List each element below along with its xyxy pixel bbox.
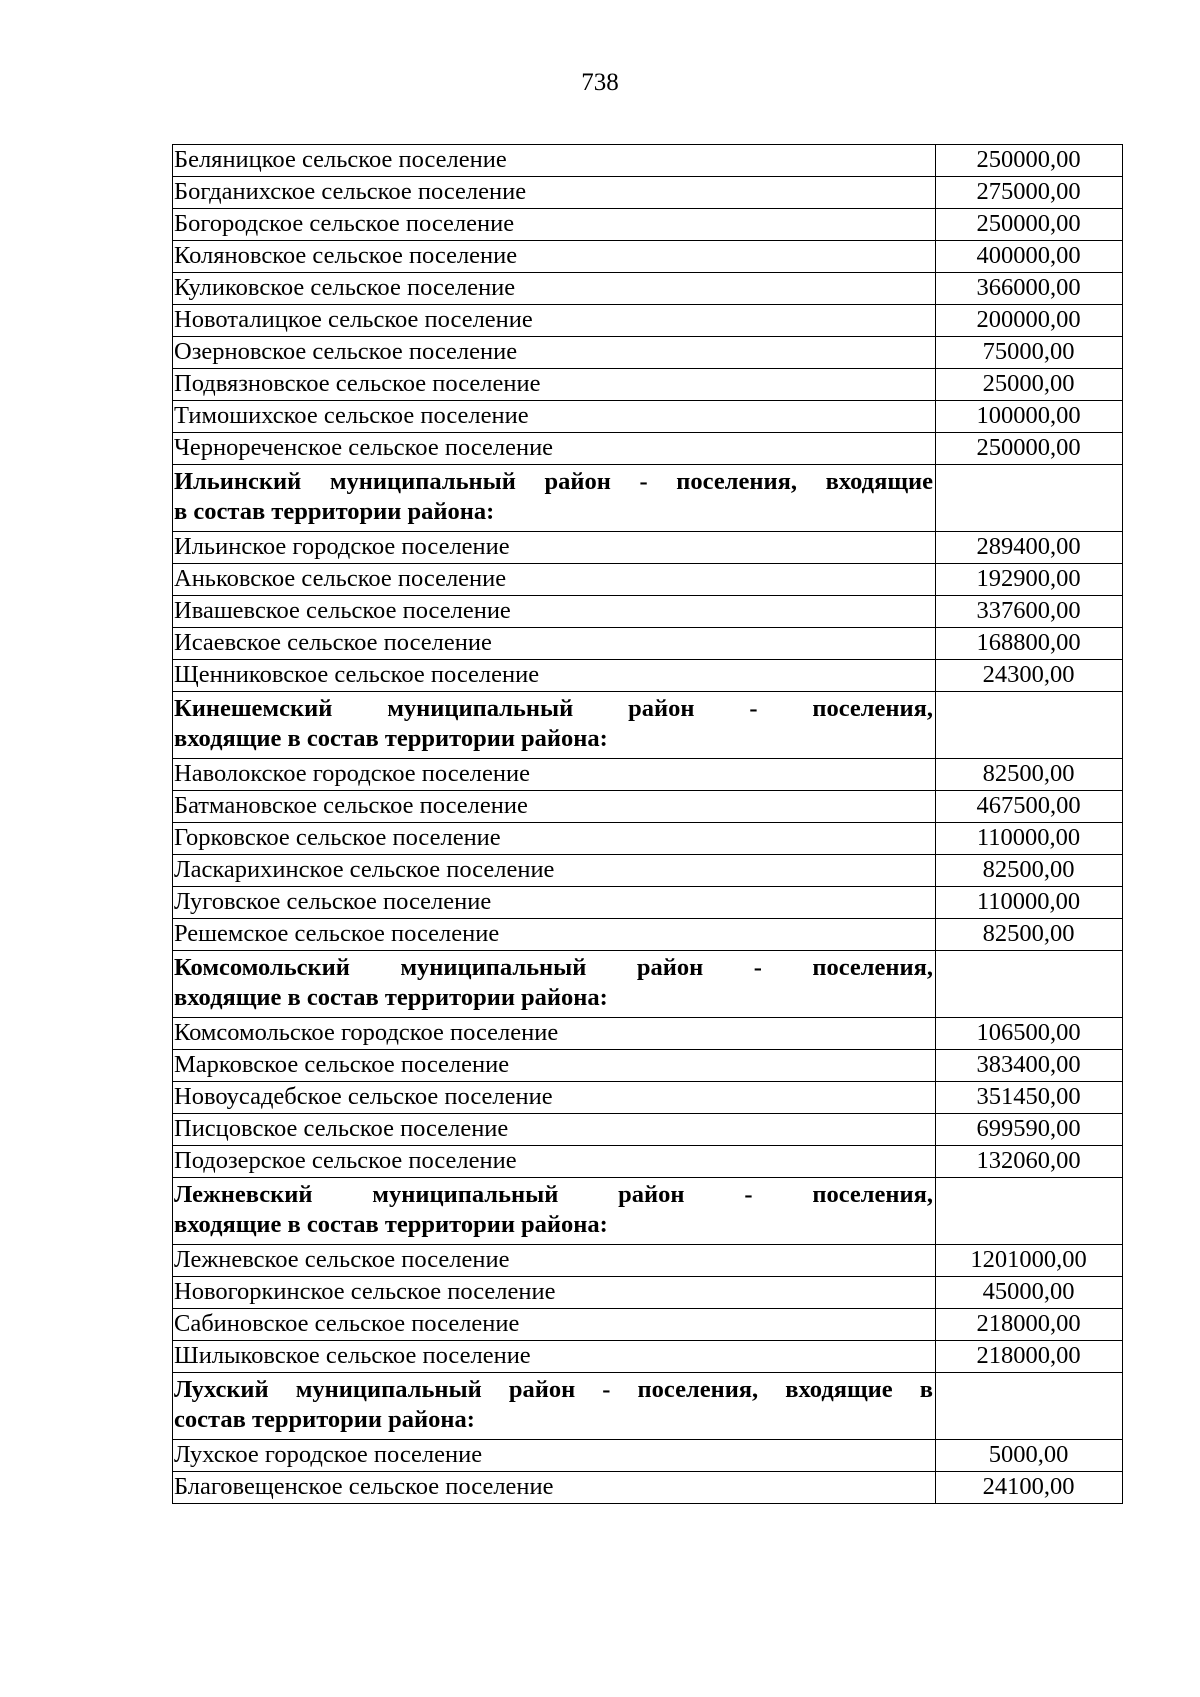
settlement-name-cell: Наволокское городское поселение [173,759,936,791]
settlement-name-cell: Озерновское сельское поселение [173,337,936,369]
table-row [173,660,1123,692]
settlement-name-cell: Горковское сельское поселение [173,823,936,855]
settlement-name-cell: Подозерское сельское поселение [173,1146,936,1178]
settlement-name-cell: Благовещенское сельское поселение [173,1472,936,1504]
district-header-line: Кинешемский муниципальный район - поселения, [174,695,933,722]
amount-cell: 82500,00 [936,759,1123,791]
settlement-name-cell: Ласкарихинское сельское поселение [173,855,936,887]
amount-cell: 275000,00 [936,177,1123,209]
amount-cell: 168800,00 [936,628,1123,660]
settlement-name-cell: Богородское сельское поселение [173,209,936,241]
table-row [173,628,1123,660]
settlement-name-cell: Новоусадебское сельское поселение [173,1082,936,1114]
district-header-cell [173,692,936,759]
page-number: 738 [581,69,619,96]
table-row [173,433,1123,465]
district-header-row [173,465,1123,532]
table-row [173,273,1123,305]
settlement-name-cell: Луговское сельское поселение [173,887,936,919]
district-header-row [173,692,1123,759]
table-row [173,887,1123,919]
table-row [173,532,1123,564]
district-header-line: входящие в состав территории района: [174,984,608,1011]
amount-cell: 250000,00 [936,209,1123,241]
settlement-name-cell: Шилыковское сельское поселение [173,1341,936,1373]
district-header-line: Комсомольский муниципальный район - поселения, [174,954,933,981]
district-header-line: Лежневский муниципальный район - поселения, [174,1181,933,1208]
table-row [173,177,1123,209]
settlement-name-cell: Куликовское сельское поселение [173,273,936,305]
table-row [173,759,1123,791]
amount-cell: 106500,00 [936,1018,1123,1050]
empty-value-cell [936,692,1123,759]
district-header-line: состав территории района: [174,1406,475,1433]
amount-cell: 192900,00 [936,564,1123,596]
settlement-name-cell: Беляницкое сельское поселение [173,145,936,177]
table-row [173,1146,1123,1178]
district-header-row [173,1373,1123,1440]
allocation-table [172,144,1123,1504]
district-header-line: входящие в состав территории района: [174,1211,608,1238]
district-header-line: Ильинский муниципальный район - поселения, входящие [174,468,933,495]
amount-cell: 82500,00 [936,919,1123,951]
table-row [173,401,1123,433]
settlement-name-cell: Комсомольское городское поселение [173,1018,936,1050]
table-row [173,791,1123,823]
amount-cell: 1201000,00 [936,1245,1123,1277]
settlement-name-cell: Ивашевское сельское поселение [173,596,936,628]
amount-cell: 383400,00 [936,1050,1123,1082]
empty-value-cell [936,951,1123,1018]
district-header-cell [173,951,936,1018]
settlement-name-cell: Ильинское городское поселение [173,532,936,564]
table-row [173,1114,1123,1146]
table-row [173,1277,1123,1309]
amount-cell: 45000,00 [936,1277,1123,1309]
amount-cell: 24300,00 [936,660,1123,692]
table-row [173,1472,1123,1504]
settlement-name-cell: Аньковское сельское поселение [173,564,936,596]
amount-cell: 699590,00 [936,1114,1123,1146]
district-header-line: в состав территории района: [174,498,495,525]
amount-cell: 351450,00 [936,1082,1123,1114]
table-row [173,145,1123,177]
amount-cell: 132060,00 [936,1146,1123,1178]
table-row [173,305,1123,337]
amount-cell: 100000,00 [936,401,1123,433]
table-row [173,1245,1123,1277]
amount-cell: 110000,00 [936,823,1123,855]
amount-cell: 366000,00 [936,273,1123,305]
district-header-cell [173,1178,936,1245]
district-header-cell [173,1373,936,1440]
table-row [173,241,1123,273]
settlement-name-cell: Богданихское сельское поселение [173,177,936,209]
settlement-name-cell: Лежневское сельское поселение [173,1245,936,1277]
table-row [173,564,1123,596]
settlement-name-cell: Подвязновское сельское поселение [173,369,936,401]
settlement-name-cell: Новоталицкое сельское поселение [173,305,936,337]
district-header-line: Лухский муниципальный район - поселения, входящие в [174,1376,933,1403]
amount-cell: 24100,00 [936,1472,1123,1504]
table-row [173,1309,1123,1341]
settlement-name-cell: Батмановское сельское поселение [173,791,936,823]
settlement-name-cell: Сабиновское сельское поселение [173,1309,936,1341]
table-row [173,1440,1123,1472]
table-body [173,145,1123,1504]
table-row [173,209,1123,241]
table-row [173,1018,1123,1050]
settlement-name-cell: Чернореченское сельское поселение [173,433,936,465]
district-header-cell [173,465,936,532]
empty-value-cell [936,1178,1123,1245]
amount-cell: 250000,00 [936,433,1123,465]
table-row [173,1341,1123,1373]
amount-cell: 82500,00 [936,855,1123,887]
amount-cell: 200000,00 [936,305,1123,337]
empty-value-cell [936,1373,1123,1440]
amount-cell: 25000,00 [936,369,1123,401]
amount-cell: 400000,00 [936,241,1123,273]
settlement-name-cell: Марковское сельское поселение [173,1050,936,1082]
table-row [173,855,1123,887]
settlement-name-cell: Тимошихское сельское поселение [173,401,936,433]
table-row [173,1050,1123,1082]
district-header-row [173,951,1123,1018]
table-row [173,823,1123,855]
settlement-name-cell: Решемское сельское поселение [173,919,936,951]
settlement-name-cell: Новогоркинское сельское поселение [173,1277,936,1309]
settlement-name-cell: Коляновское сельское поселение [173,241,936,273]
settlement-name-cell: Щенниковское сельское поселение [173,660,936,692]
table-row [173,337,1123,369]
table-row [173,596,1123,628]
settlement-name-cell: Писцовское сельское поселение [173,1114,936,1146]
amount-cell: 5000,00 [936,1440,1123,1472]
amount-cell: 289400,00 [936,532,1123,564]
amount-cell: 250000,00 [936,145,1123,177]
settlement-name-cell: Исаевское сельское поселение [173,628,936,660]
settlement-name-cell: Лухское городское поселение [173,1440,936,1472]
empty-value-cell [936,465,1123,532]
table-row [173,369,1123,401]
table-row [173,1082,1123,1114]
amount-cell: 218000,00 [936,1341,1123,1373]
district-header-line: входящие в состав территории района: [174,725,608,752]
amount-cell: 337600,00 [936,596,1123,628]
table-row [173,919,1123,951]
district-header-row [173,1178,1123,1245]
amount-cell: 467500,00 [936,791,1123,823]
amount-cell: 110000,00 [936,887,1123,919]
amount-cell: 75000,00 [936,337,1123,369]
amount-cell: 218000,00 [936,1309,1123,1341]
